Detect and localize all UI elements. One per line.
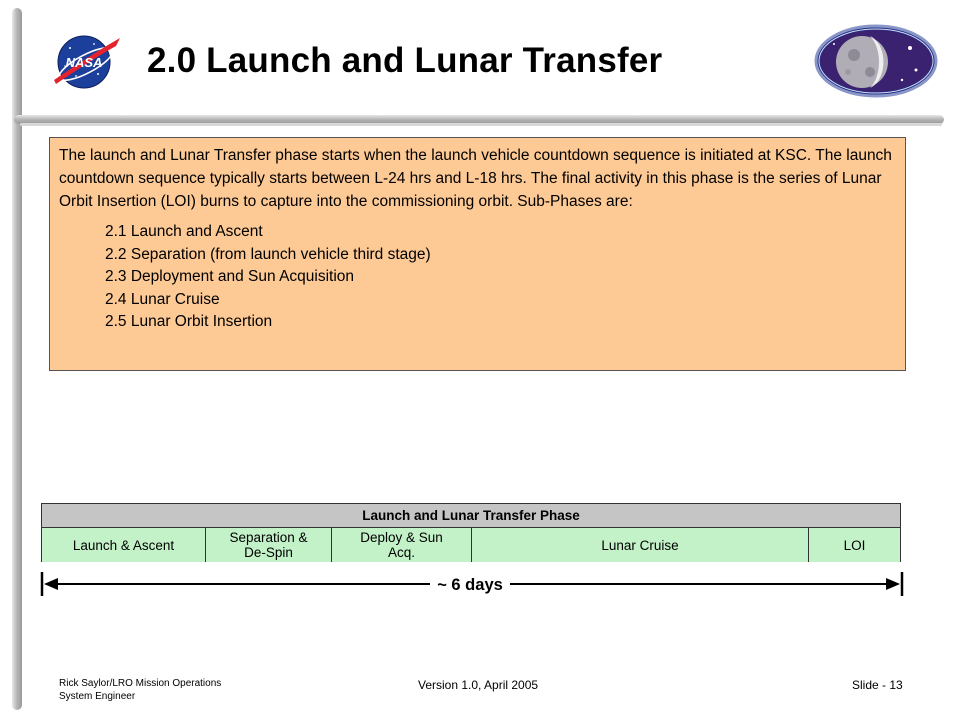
cell-line: Lunar Cruise [601, 537, 679, 553]
footer-version: Version 1.0, April 2005 [418, 678, 539, 692]
timeline-cell-separation [206, 528, 332, 562]
cell-line: Acq. [387, 545, 415, 560]
duration-label: ~ 6 days [430, 574, 510, 596]
slide-frame-bar-shadow [20, 123, 942, 126]
timeline-header: Launch and Lunar Transfer Phase [42, 504, 900, 528]
footer-author-line: Rick Saylor/LRO Mission Operations [59, 678, 222, 689]
cell-line: Deploy & Sun [360, 530, 443, 545]
timeline-row [42, 528, 900, 562]
footer-author [59, 677, 221, 703]
footer-author-line: System Engineer [59, 691, 136, 702]
timeline-cell-lunar-cruise [472, 528, 809, 562]
subphase-item: 2.2 Separation (from launch vehicle third stage) [105, 245, 431, 263]
timeline-cell-deploy-sun [332, 528, 472, 562]
lro-mission-logo-icon [812, 22, 940, 100]
subphase-item: 2.4 Lunar Cruise [105, 290, 220, 308]
cell-line: Separation & [229, 530, 308, 545]
cell-line: De-Spin [244, 545, 293, 560]
subphase-item: 2.1 Launch and Ascent [105, 223, 263, 240]
slide-frame-vertical-bar [12, 8, 22, 710]
timeline-cell-launch-ascent [42, 528, 206, 562]
phase-description-box [49, 137, 906, 371]
phase-timeline-table [41, 503, 901, 562]
footer-slide-number: Slide - 13 [852, 678, 903, 692]
phase-intro-text: The launch and Lunar Transfer phase starts when the launch vehicle countdown sequence is initiated at KSC. The launch countdown sequence typically starts between L-24 hrs and L-18 hrs. The final activity in this phase is the series of Lunar Orbit Insertion (LOI) burns to capture into the commissioning orbit. Sub-Phases are: [59, 147, 892, 210]
timeline-cell-loi [809, 528, 900, 562]
cell-line: LOI [843, 537, 866, 553]
cell-line: Launch & Ascent [72, 537, 175, 553]
subphase-item: 2.3 Deployment and Sun Acquisition [105, 268, 355, 285]
nasa-logo-text: NASA [65, 55, 103, 70]
subphase-item: 2.5 Lunar Orbit Insertion [105, 313, 273, 330]
subphase-list [105, 221, 895, 334]
nasa-meatball-logo-icon [50, 30, 122, 92]
slide-title: 2.0 Launch and Lunar Transfer [147, 41, 663, 80]
